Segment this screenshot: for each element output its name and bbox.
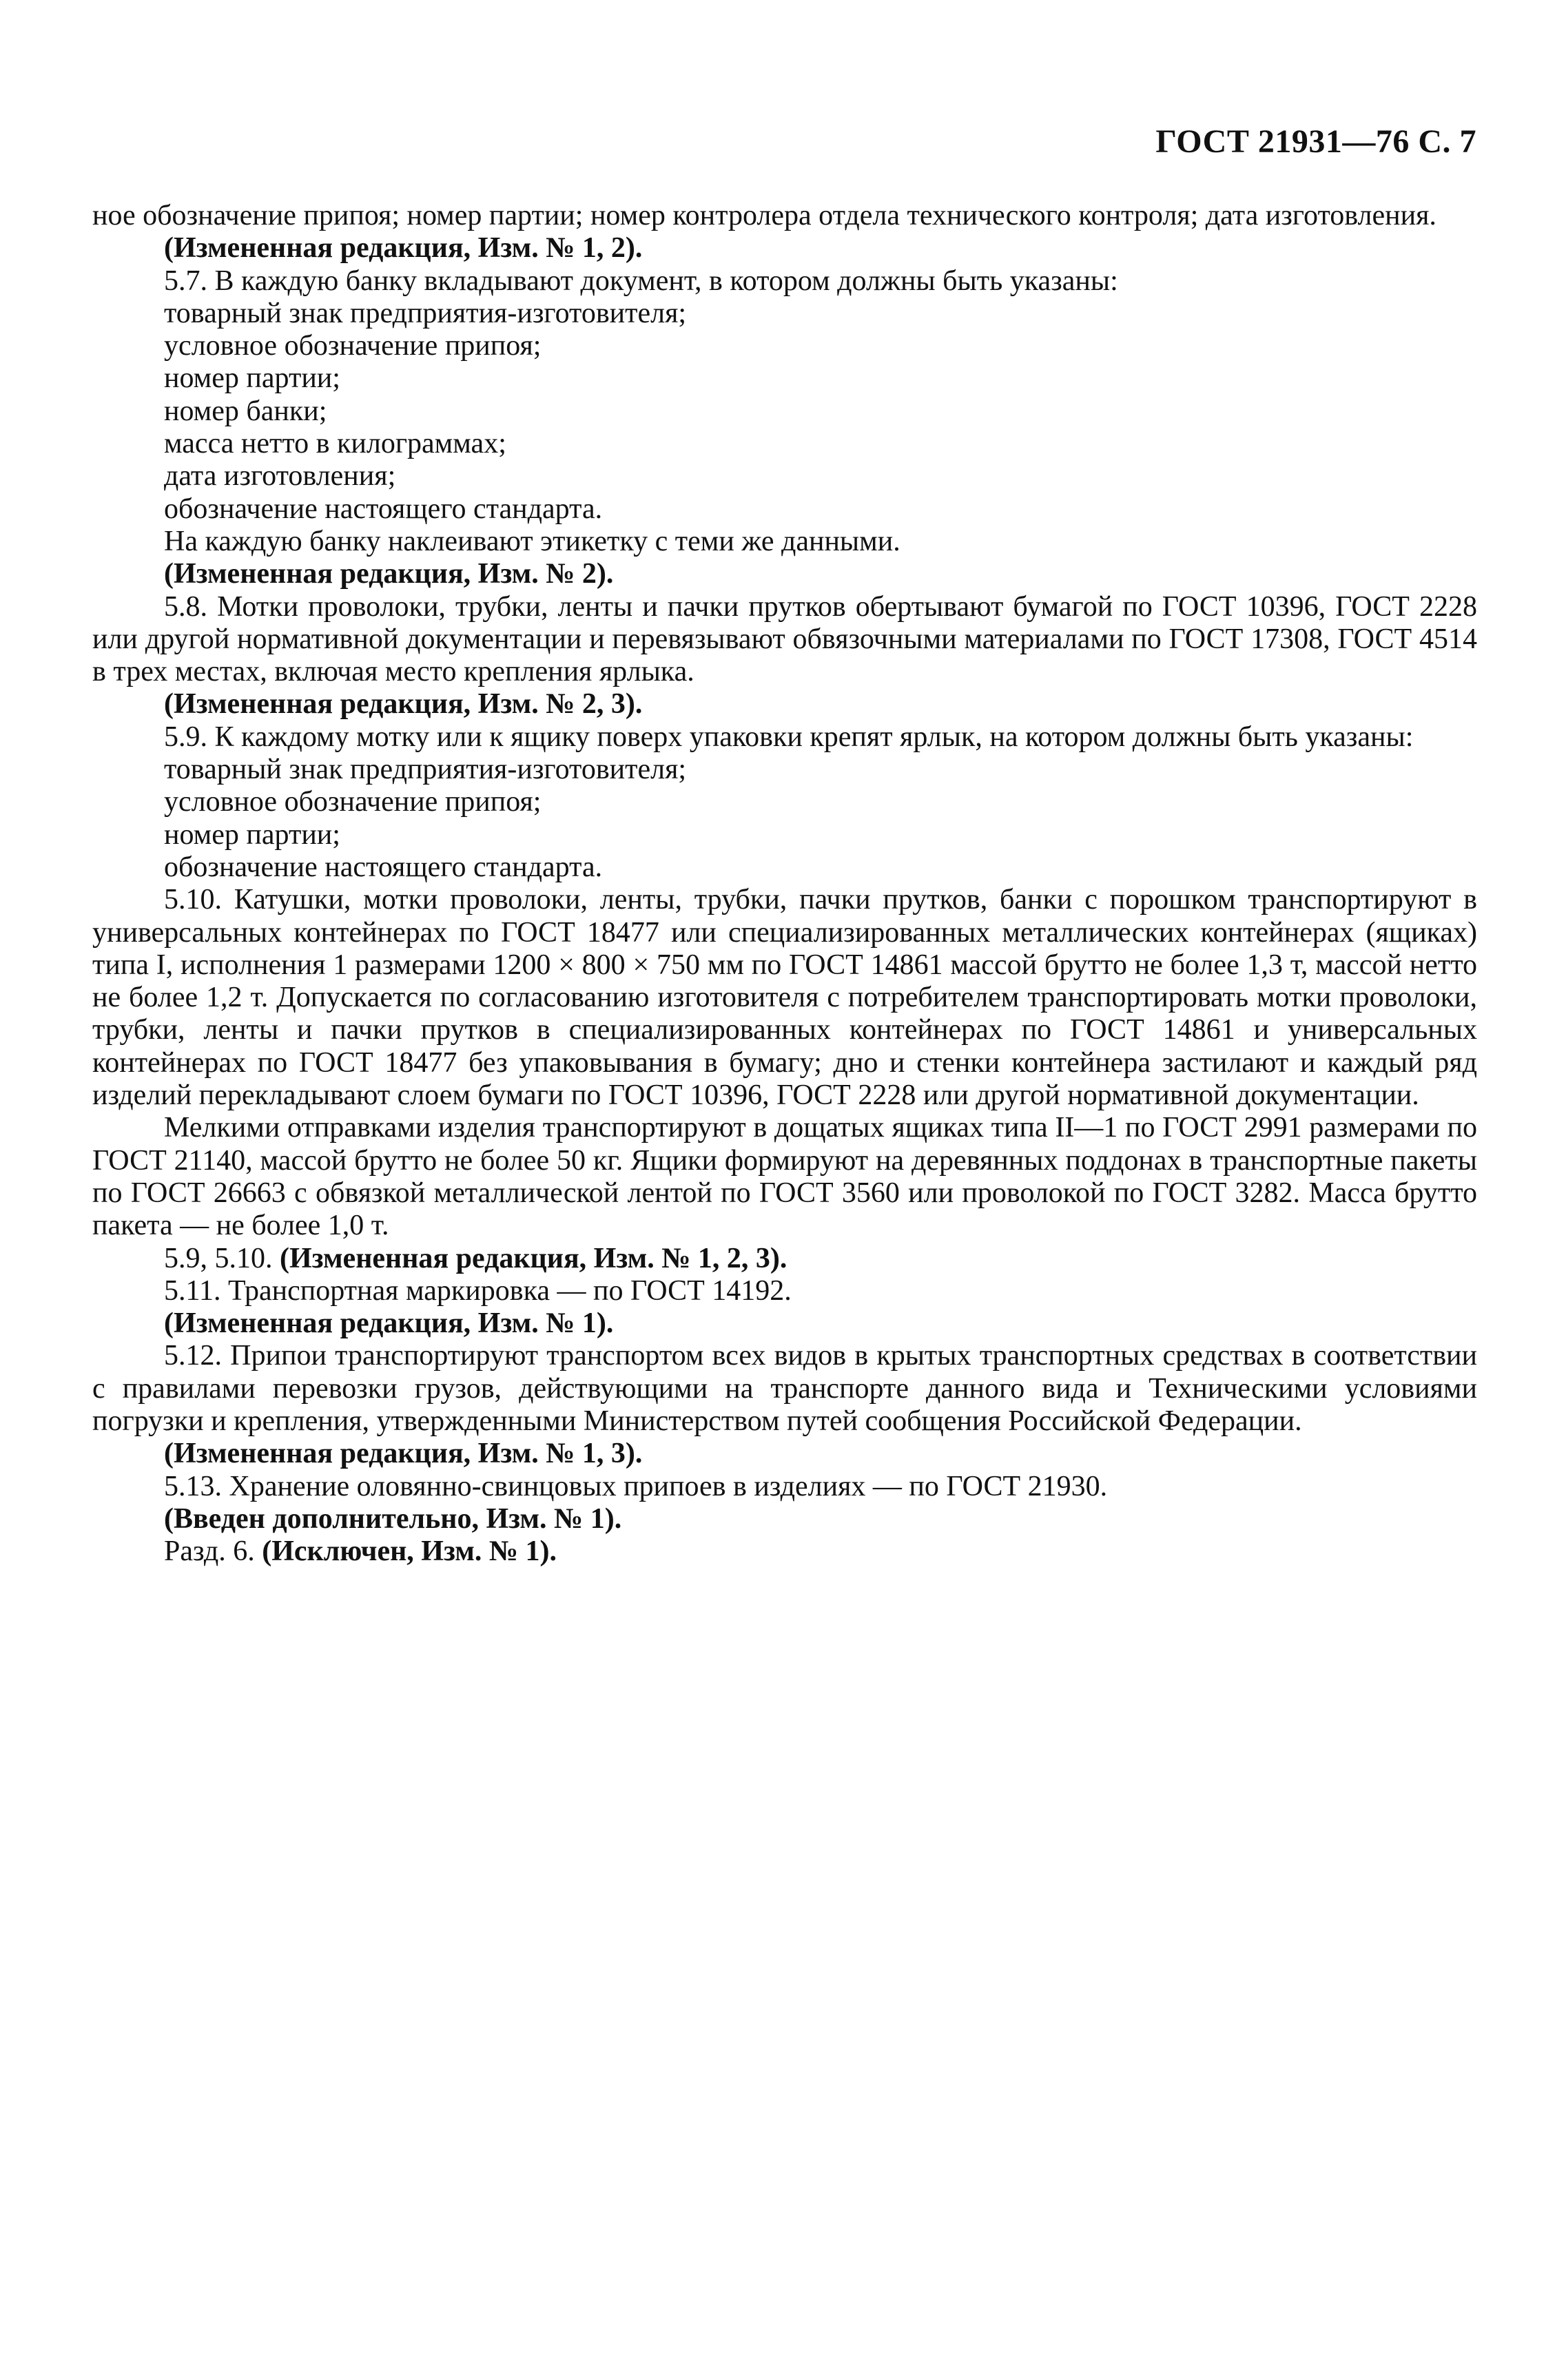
amendment-note: (Измененная редакция, Изм. № 1, 2). bbox=[164, 232, 643, 265]
list-item: обозначение настоящего стандарта. bbox=[164, 851, 603, 883]
clause-ref: 5.9, 5.10. bbox=[164, 1242, 280, 1274]
small-shipments-paragraph: Мелкими отправками изделия транспортируют в дощатых ящиках типа II—1 по ГОСТ 2991 размерами по ГОСТ 21140, массой брутто не более 50 кг. Ящики формируют на деревянных поддонах в транспортные пакеты по ГОСТ 26663 с обвязкой металлической лентой по ГОСТ 3560 или проволокой по ГОСТ 3282. Масса брутто пакета — не более 1,0 т. bbox=[92, 1112, 1477, 1242]
clause-5-7: 5.7. В каждую банку вкладывают документ, в котором должны быть указаны: bbox=[164, 265, 1118, 297]
amendment-text: (Измененная редакция, Изм. № 1, 2, 3). bbox=[280, 1242, 787, 1274]
list-item: номер банки; bbox=[164, 395, 327, 427]
document-body bbox=[92, 200, 1477, 1568]
page-header: ГОСТ 21931—76 С. 7 bbox=[1155, 123, 1476, 160]
list-item: товарный знак предприятия-изготовителя; bbox=[164, 297, 687, 329]
amendment-note: (Измененная редакция, Изм. № 2). bbox=[164, 558, 614, 590]
amendment-note: (Измененная редакция, Изм. № 1). bbox=[164, 1307, 614, 1340]
label-note: На каждую банку наклеивают этикетку с теми же данными. bbox=[164, 525, 900, 557]
list-item: товарный знак предприятия-изготовителя; bbox=[164, 754, 687, 786]
list-item: дата изготовления; bbox=[164, 460, 396, 493]
list-item: масса нетто в килограммах; bbox=[164, 428, 506, 460]
amendment-note-5-9-5-10 bbox=[92, 1243, 1477, 1275]
amendment-text: (Исключен, Изм. № 1). bbox=[262, 1535, 557, 1568]
section-ref: Разд. 6. bbox=[164, 1535, 262, 1568]
clause-5-10: 5.10. Катушки, мотки проволоки, ленты, трубки, пачки прутков, банки с порошком транспортируют в универсальных контейнерах по ГОСТ 18477 или специализированных металлических контейнерах (ящиках) типа I, исполнения 1 размерами 1200 × 800 × 750 мм по ГОСТ 14861 массой брутто не более 1,3 т, массой нетто не более 1,2 т. Допускается по согласованию изготовителя с потребителем транспортировать мотки проволоки, трубки, ленты и пачки прутков в специализированных контейнерах по ГОСТ 14861 и универсальных контейнерах по ГОСТ 18477 без упаковывания в бумагу; дно и стенки контейнера застилают и каждый ряд изделий перекладывают слоем бумаги по ГОСТ 10396, ГОСТ 2228 или другой нормативной документации. bbox=[92, 884, 1477, 1112]
section-6-note bbox=[92, 1535, 1477, 1568]
amendment-note: (Измененная редакция, Изм. № 2, 3). bbox=[164, 688, 643, 721]
list-item: номер партии; bbox=[164, 362, 340, 395]
continued-paragraph: ное обозначение припоя; номер партии; номер контролера отдела технического контроля; дата изготовления. bbox=[92, 200, 1436, 231]
amendment-note: (Измененная редакция, Изм. № 1, 3). bbox=[164, 1438, 643, 1470]
amendment-note: (Введен дополнительно, Изм. № 1). bbox=[164, 1502, 622, 1535]
clause-5-13: 5.13. Хранение оловянно-свинцовых припоев в изделиях — по ГОСТ 21930. bbox=[164, 1470, 1108, 1502]
clause-5-11: 5.11. Транспортная маркировка — по ГОСТ 14192. bbox=[164, 1274, 792, 1307]
clause-5-8: 5.8. Мотки проволоки, трубки, ленты и пачки прутков обертывают бумагой по ГОСТ 10396, ГОСТ 2228 или другой нормативной документации и перевязывают обвязочными материалами по ГОСТ 17308, ГОСТ 4514 в трех местах, включая место крепления ярлыка. bbox=[92, 590, 1477, 688]
clause-5-12: 5.12. Припои транспортируют транспортом всех видов в крытых транспортных средствах в соответствии с правилами перевозки грузов, действующими на транспорте данного вида и Техническими условиями погрузки и крепления, утвержденными Министерством путей сообщения Российской Федерации. bbox=[92, 1340, 1477, 1437]
clause-5-9: 5.9. К каждому мотку или к ящику поверх упаковки крепят ярлык, на котором должны быть указаны: bbox=[164, 721, 1414, 753]
list-item: обозначение настоящего стандарта. bbox=[164, 493, 603, 525]
list-item: номер партии; bbox=[164, 818, 340, 851]
list-item: условное обозначение припоя; bbox=[164, 786, 542, 818]
list-item: условное обозначение припоя; bbox=[164, 330, 542, 362]
